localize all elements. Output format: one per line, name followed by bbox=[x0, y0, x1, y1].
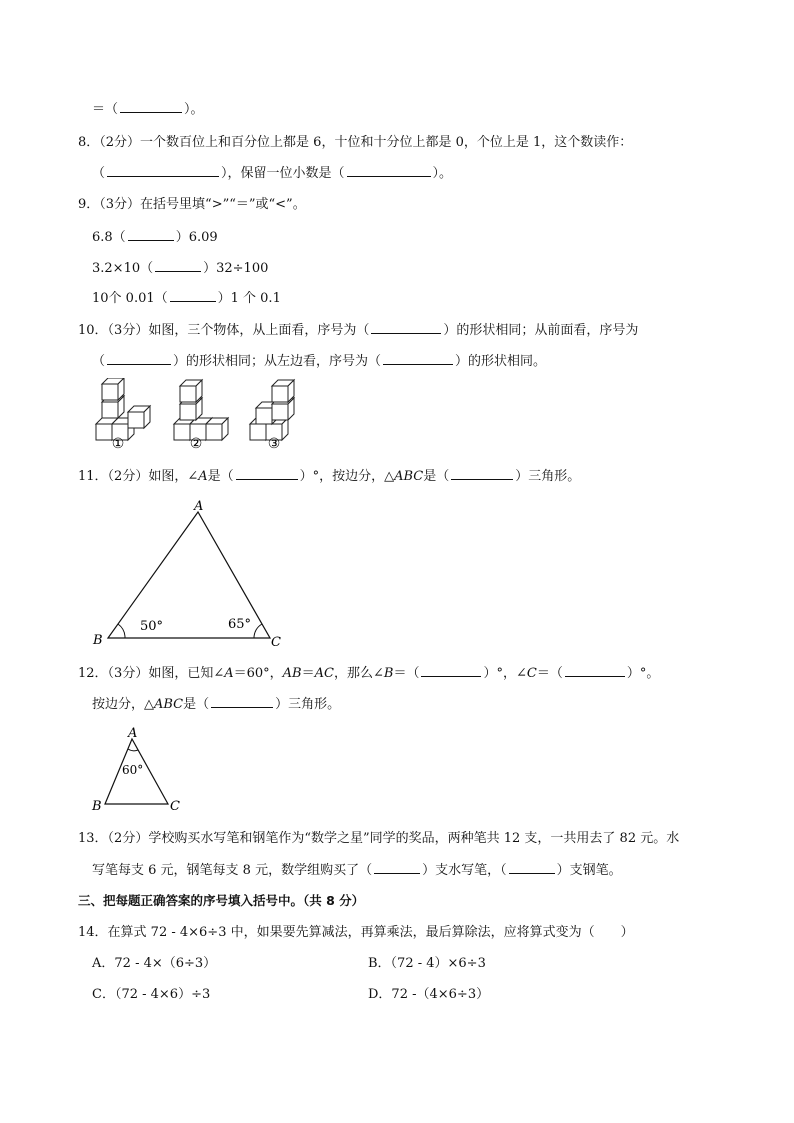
q8-answer-line bbox=[92, 164, 452, 183]
q12-text-c: ，那么∠ bbox=[333, 666, 384, 681]
q12-text-eq: ＝ bbox=[301, 666, 315, 681]
q12-var-c: C bbox=[526, 666, 537, 681]
q12-text-d: ＝（ bbox=[393, 666, 420, 681]
q9-blank-2[interactable] bbox=[155, 259, 201, 272]
q12-vertex-b: B bbox=[92, 799, 102, 814]
q9-row-1-right: ）6.09 bbox=[175, 230, 218, 245]
q10-blank-top[interactable] bbox=[371, 321, 441, 334]
q12-triangle-figure bbox=[88, 722, 188, 814]
q14-option-b[interactable]: B．（72 - 4）×6÷3 bbox=[368, 956, 486, 971]
q9-row-1-left: 6.8（ bbox=[92, 230, 126, 245]
q12-tri-name: ABC bbox=[154, 697, 184, 712]
q12-var-b: B bbox=[383, 666, 394, 681]
q13-text-a: 写笔每支 6 元，钢笔每支 8 元，数学组购买了（ bbox=[92, 863, 373, 878]
q8-mid: ），保留一位小数是（ bbox=[221, 166, 345, 181]
q13-stem-line2 bbox=[92, 861, 622, 880]
q12-stem-line1 bbox=[78, 664, 659, 683]
q11-blank-type[interactable] bbox=[451, 467, 513, 480]
q12-text-e: ）°，∠ bbox=[483, 666, 527, 681]
q11-triangle-figure bbox=[88, 494, 288, 650]
q11-angle-b-arc bbox=[118, 624, 125, 638]
q13-stem-line1: 13．（2分）学校购买水写笔和钢笔作为“数学之星”同学的奖品，两种笔共 12 支，一共用去了 82 元。水 bbox=[78, 831, 680, 846]
q11-stem bbox=[78, 467, 580, 486]
q10-stem-line2 bbox=[92, 352, 546, 371]
q12-angle-a-arc bbox=[128, 749, 138, 751]
q12-blank-angle-b[interactable] bbox=[421, 664, 481, 677]
q14-option-a[interactable]: A．72 - 4×（6÷3） bbox=[92, 956, 217, 971]
q9-row-3-right: ）1 个 0.1 bbox=[217, 291, 281, 306]
q12-text-f: ＝（ bbox=[536, 666, 563, 681]
q9-row-3 bbox=[92, 289, 281, 308]
q11-text-d: 是（ bbox=[423, 469, 450, 484]
q10-text-c: （ bbox=[92, 354, 106, 369]
q12-var-a: A bbox=[224, 666, 234, 681]
q11-vertex-b: B bbox=[93, 633, 103, 648]
cube-figure-3 bbox=[250, 380, 294, 440]
q8-stem: 8．（2分）一个数百位上和百分位上都是 6，十位和十分位上都是 0，个位上是 1，这个数读作： bbox=[78, 135, 633, 150]
cube-figure-2 bbox=[174, 380, 228, 440]
q13-text-c: ）支钢笔。 bbox=[556, 863, 622, 878]
q12-stem-line2 bbox=[92, 695, 340, 714]
q12-text-g: ）°。 bbox=[626, 666, 660, 681]
q9-row-2 bbox=[92, 259, 268, 278]
q11-tri-name: ABC bbox=[394, 469, 424, 484]
q12-angle-a-label: 60° bbox=[122, 763, 144, 777]
q9-stem: 9．（3分）在括号里填“>”“＝”或“<”。 bbox=[78, 197, 306, 212]
q9-blank-3[interactable] bbox=[170, 289, 216, 302]
q12-blank-type[interactable] bbox=[211, 695, 273, 708]
q9-blank-1[interactable] bbox=[128, 228, 174, 241]
q10-blank-left[interactable] bbox=[383, 352, 453, 365]
q8-close: ）。 bbox=[432, 166, 453, 181]
q11-vertex-a: A bbox=[194, 499, 204, 514]
q7-close: ）。 bbox=[184, 102, 204, 117]
q9-row-1 bbox=[92, 228, 218, 247]
q12-blank-angle-c[interactable] bbox=[565, 664, 625, 677]
cube-figure-1 bbox=[96, 378, 150, 440]
q14-option-d[interactable]: D．72 -（4×6÷3） bbox=[368, 987, 490, 1002]
figure-label-3: ③ bbox=[267, 436, 281, 452]
q11-blank-angle[interactable] bbox=[236, 467, 298, 480]
q11-angle-c-arc bbox=[254, 624, 262, 638]
q9-row-2-right: ）32÷100 bbox=[203, 261, 269, 276]
q7-blank[interactable] bbox=[120, 100, 182, 113]
q12-vertex-c: C bbox=[170, 799, 180, 814]
q8-blank-rounding[interactable] bbox=[347, 164, 431, 177]
q9-row-3-left: 10个 0.01（ bbox=[92, 291, 168, 306]
q9-row-2-left: 3.2×10（ bbox=[92, 261, 154, 276]
q10-text-a: 10．（3分）如图，三个物体，从上面看，序号为（ bbox=[78, 323, 370, 338]
q13-text-b: ）支水写笔，（ bbox=[422, 863, 507, 878]
figure-label-1: ① bbox=[111, 436, 125, 452]
q12-vertex-a: A bbox=[128, 726, 138, 741]
q10-blank-front[interactable] bbox=[107, 352, 171, 365]
q7-answer-line bbox=[92, 100, 204, 119]
q8-blank-reading[interactable] bbox=[107, 164, 219, 177]
figure-label-2: ② bbox=[189, 436, 203, 452]
q10-stem-line1 bbox=[78, 321, 638, 340]
q11-angle-b-label: 50° bbox=[140, 619, 164, 634]
q12-var-ac: AC bbox=[314, 666, 334, 681]
section-3-heading: 三、把每题正确答案的序号填入括号中。（共 8 分） bbox=[78, 893, 365, 908]
q11-angle-var: A bbox=[198, 469, 208, 484]
q10-text-d: ）的形状相同；从左边看，序号为（ bbox=[173, 354, 382, 369]
q14-option-c[interactable]: C．（72 - 4×6）÷3 bbox=[92, 987, 211, 1002]
q12-text-b: ＝60°， bbox=[233, 666, 283, 681]
q10-cube-figures bbox=[90, 378, 320, 453]
q11-text-c: ）°，按边分，△ bbox=[299, 469, 395, 484]
q11-vertex-c: C bbox=[271, 635, 281, 650]
q10-text-b: ）的形状相同；从前面看，序号为 bbox=[443, 323, 639, 338]
q11-text-a: 11．（2分）如图，∠ bbox=[78, 469, 199, 484]
q12-text-j: ）三角形。 bbox=[275, 697, 341, 712]
q10-text-e: ）的形状相同。 bbox=[455, 354, 547, 369]
q11-angle-c-label: 65° bbox=[228, 617, 252, 632]
q11-text-e: ）三角形。 bbox=[515, 469, 581, 484]
q12-text-a: 12．（3分）如图，已知∠ bbox=[78, 666, 225, 681]
q12-text-i: 是（ bbox=[183, 697, 210, 712]
q12-var-ab: AB bbox=[282, 666, 302, 681]
q11-text-b: 是（ bbox=[207, 469, 234, 484]
q12-text-h: 按边分，△ bbox=[92, 697, 154, 712]
q13-blank-water-pen[interactable] bbox=[374, 861, 420, 874]
q8-open: （ bbox=[92, 166, 106, 181]
q7-equals: ＝（ bbox=[92, 102, 119, 117]
q13-blank-fountain-pen[interactable] bbox=[509, 861, 555, 874]
q14-stem: 14．在算式 72 - 4×6÷3 中，如果要先算减法，再算乘法，最后算除法，应将算式变为（ ） bbox=[78, 925, 634, 940]
